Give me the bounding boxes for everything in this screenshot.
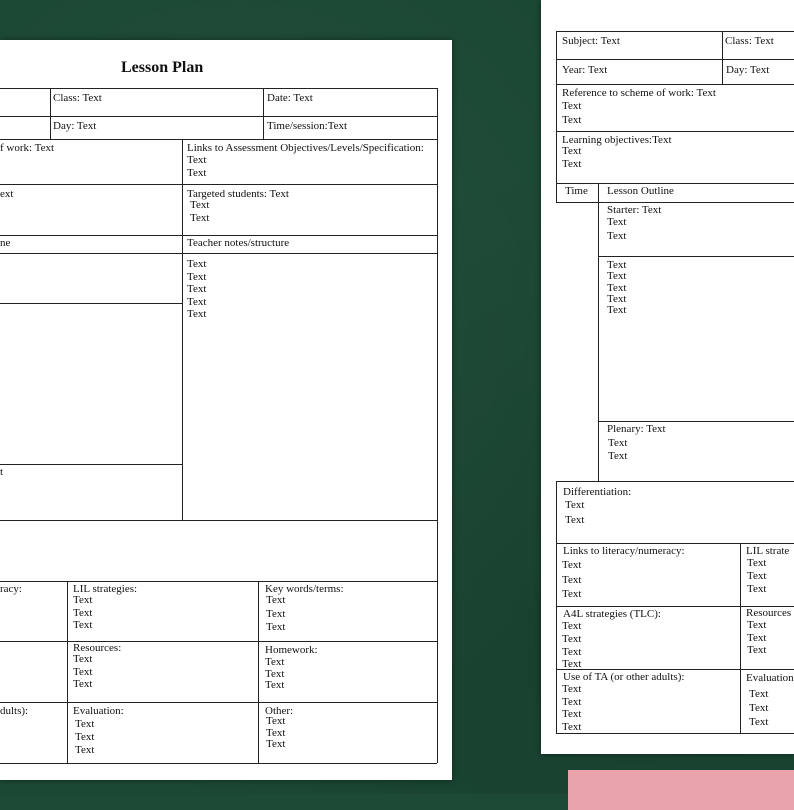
- key-words-heading: Key words/terms:: [265, 583, 344, 595]
- evaluation-lines: Text Text Text: [749, 688, 769, 728]
- evaluation-heading: Evaluation:: [73, 705, 124, 717]
- differentiation-heading: Differentiation:: [563, 486, 632, 498]
- resources-lines: Text Text Text: [747, 619, 767, 656]
- other-heading: Other:: [265, 705, 294, 717]
- class-field: Class: Text: [53, 92, 102, 104]
- time-heading: ne: [0, 237, 11, 249]
- a4l-lines: Text Text Text Text: [562, 620, 582, 671]
- differentiation-lines: Text Text: [565, 499, 585, 526]
- main-activity-lines: Text Text Text Text Text: [607, 259, 627, 317]
- day-field: Day: Text: [726, 64, 770, 76]
- lil-strategies-heading: LIL strate: [746, 545, 790, 557]
- lil-strategies-lines: Text Text Text: [747, 557, 767, 595]
- targeted-students-heading: Targeted students: Text: [187, 188, 289, 200]
- year-field: Year: Text: [562, 64, 608, 76]
- lesson-plan-page-right: [541, 0, 794, 754]
- lesson-outline-header: Lesson Outline: [607, 185, 674, 197]
- lil-strategies-lines: Text Text Text: [73, 594, 93, 631]
- objectives-field: ext: [0, 188, 14, 200]
- time-session-field: Time/session:Text: [267, 120, 348, 132]
- learning-objectives-lines: Text Text: [562, 145, 582, 170]
- literacy-lines: Text Text Text: [562, 559, 582, 600]
- homework-lines: Text Text Text: [265, 656, 285, 691]
- literacy-heading: racy:: [0, 583, 22, 595]
- other-lines: Text Text Text: [266, 715, 286, 750]
- scheme-of-work-field: f work: Text: [0, 142, 55, 154]
- links-assessment-heading: Links to Assessment Objectives/Levels/Specification:: [187, 142, 424, 154]
- plenary-lines: Text Text: [608, 437, 628, 462]
- key-words-lines: Text Text Text: [266, 594, 286, 633]
- reference-scheme-lines: Text Text: [562, 100, 582, 126]
- a4l-heading: A4L strategies (TLC):: [563, 608, 661, 620]
- plenary-heading: Plenary: Text: [607, 423, 666, 435]
- time-header: Time: [565, 185, 588, 197]
- resources-heading: Resources:: [73, 642, 122, 654]
- learning-objectives-heading: Learning objectives:Text: [562, 134, 672, 146]
- starter-heading: Starter: Text: [607, 204, 662, 216]
- day-field: Day: Text: [53, 120, 97, 132]
- resources-lines: Text Text Text: [73, 653, 93, 690]
- ta-heading: Use of TA (or other adults):: [563, 671, 685, 683]
- class-field: Class: Text: [725, 35, 774, 47]
- reference-scheme-heading: Reference to scheme of work: Text: [562, 87, 716, 99]
- links-assessment-lines: Text Text: [187, 154, 207, 179]
- date-field: Date: Text: [267, 92, 313, 104]
- targeted-students-lines: Text Text: [190, 199, 210, 224]
- literacy-heading: Links to literacy/numeracy:: [563, 545, 685, 557]
- plenary-fragment: t: [0, 466, 4, 478]
- resources-heading: Resources: [746, 607, 792, 619]
- homework-heading: Homework:: [265, 644, 318, 656]
- starter-lines: Text Text: [607, 216, 627, 242]
- lesson-plan-page-left: [0, 40, 452, 780]
- teacher-notes-heading: Teacher notes/structure: [187, 237, 290, 249]
- pink-envelope: [568, 770, 794, 810]
- ta-heading: dults):: [0, 705, 29, 717]
- page-title: Lesson Plan: [121, 59, 204, 76]
- evaluation-lines: Text Text Text: [75, 718, 95, 756]
- ta-lines: Text Text Text Text: [562, 683, 582, 733]
- evaluation-heading: Evaluation: [746, 672, 794, 684]
- subject-field: Subject: Text: [562, 35, 620, 47]
- lil-strategies-heading: LIL strategies:: [73, 583, 138, 595]
- teacher-notes-lines: Text Text Text Text Text: [187, 258, 207, 320]
